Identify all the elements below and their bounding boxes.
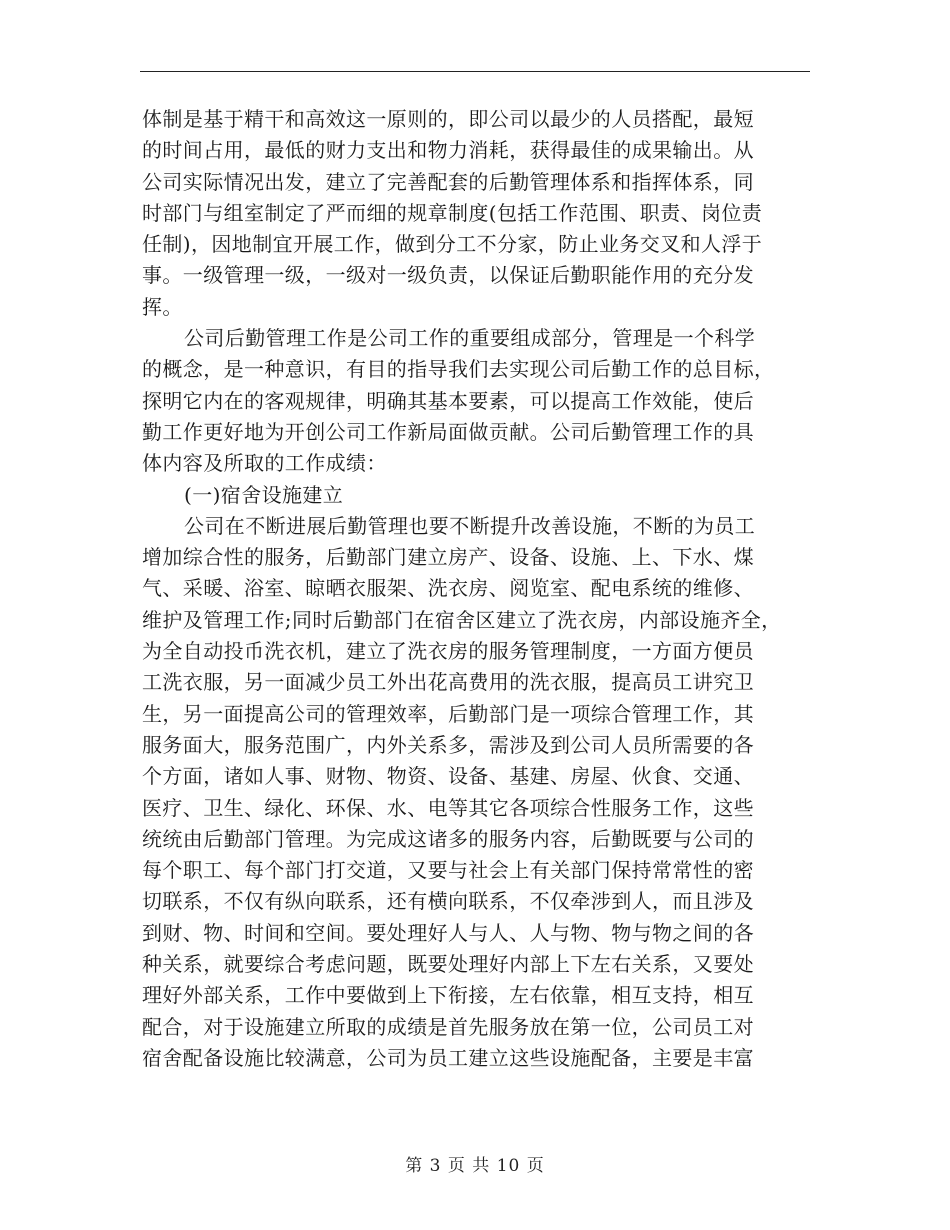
- text-line: 到财、物、时间和空间。要处理好人与人、人与物、物与物之间的各: [142, 920, 754, 945]
- text-line: 公司在不断进展后勤管理也要不断提升改善设施，不断的为员工: [184, 513, 756, 538]
- paragraph-system: [142, 104, 814, 323]
- text-line: 个方面，诸如人事、财物、物资、设备、基建、房屋、伙食、交通、: [142, 764, 754, 789]
- paragraph-logistics-overview: [142, 323, 814, 479]
- text-line: 任制)，因地制宜开展工作，做到分工不分家，防止业务交叉和人浮于: [142, 232, 763, 257]
- text-line: 公司实际情况出发，建立了完善配套的后勤管理体系和指挥体系，同: [142, 169, 754, 194]
- text-line: 体制是基于精干和高效这一原则的，即公司以最少的人员搭配，最短: [142, 107, 754, 131]
- text-line: 种关系，就要综合考虑问题，既要处理好内部上下左右关系，又要处: [142, 952, 754, 977]
- header-rule: [140, 71, 810, 72]
- text-line: 气、采暖、浴室、晾晒衣服架、洗衣房、阅览室、配电系统的维修、: [142, 576, 754, 601]
- text-line: 的时间占用，最低的财力支出和物力消耗，获得最佳的成果输出。从: [142, 138, 754, 163]
- text-line: 服务面大，服务范围广，内外关系多，需涉及到公司人员所需要的各: [142, 732, 754, 757]
- text-line: 增加综合性的服务，后勤部门建立房产、设备、设施、上、下水、煤: [142, 545, 754, 570]
- text-line: 体内容及所取的工作成绩：: [142, 451, 387, 476]
- text-line: 维护及管理工作;同时后勤部门在宿舍区建立了洗衣房，内部设施齐全，: [142, 607, 782, 632]
- text-line: 探明它内在的客观规律，明确其基本要素，可以提高工作效能，使后: [142, 388, 754, 413]
- text-line: 公司后勤管理工作是公司工作的重要组成部分，管理是一个科学: [184, 326, 756, 351]
- text-line: 医疗、卫生、绿化、环保、水、电等其它各项综合性服务工作，这些: [142, 795, 754, 820]
- text-line: 事。一级管理一级，一级对一级负责，以保证后勤职能作用的充分发: [142, 263, 754, 288]
- paragraph-dormitory-facilities: [142, 511, 814, 1074]
- page-number: 第 3 页 共 10 页: [405, 1156, 545, 1176]
- text-line: 统统由后勤部门管理。为完成这诸多的服务内容，后勤既要与公司的: [142, 826, 754, 851]
- text-line: 勤工作更好地为开创公司工作新局面做贡献。公司后勤管理工作的具: [142, 419, 754, 444]
- section-heading-dormitory: [142, 480, 814, 511]
- text-line: 时部门与组室制定了严而细的规章制度(包括工作范围、职责、岗位责: [142, 200, 763, 225]
- text-line: 挥。: [142, 294, 183, 319]
- text-line: 理好外部关系，工作中要做到上下衔接，左右依靠，相互支持，相互: [142, 983, 754, 1008]
- text-line: 生，另一面提高公司的管理效率，后勤部门是一项综合管理工作，其: [142, 701, 754, 726]
- text-line: (一)宿舍设施建立: [184, 482, 344, 507]
- text-line: 配合，对于设施建立所取的成绩是首先服务放在第一位，公司员工对: [142, 1014, 754, 1039]
- text-line: 工洗衣服，另一面减少员工外出花高费用的洗衣服，提高员工讲究卫: [142, 670, 754, 695]
- text-line: 的概念，是一种意识，有目的指导我们去实现公司后勤工作的总目标，: [142, 357, 775, 382]
- text-line: 宿舍配备设施比较满意，公司为员工建立这些设施配备，主要是丰富: [142, 1045, 754, 1070]
- text-line: 每个职工、每个部门打交道，又要与社会上有关部门保持常常性的密: [142, 858, 754, 883]
- document-body: [142, 104, 814, 1074]
- text-line: 切联系，不仅有纵向联系，还有横向联系，不仅牵涉到人，而且涉及: [142, 889, 754, 914]
- text-line: 为全自动投币洗衣机，建立了洗衣房的服务管理制度，一方面方便员: [142, 639, 754, 664]
